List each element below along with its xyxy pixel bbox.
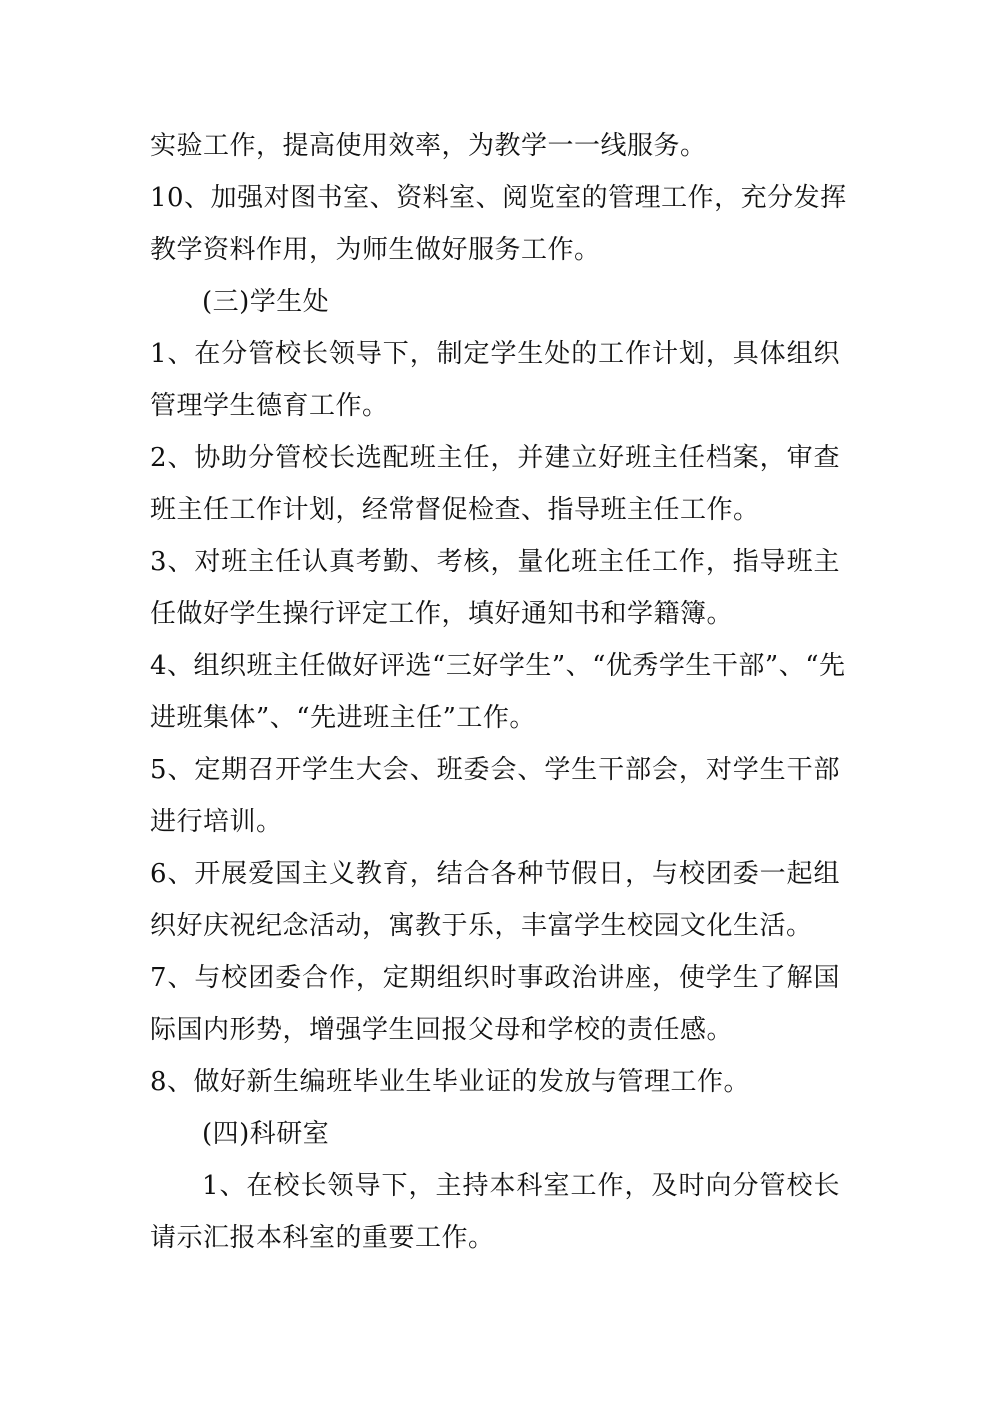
text-line: 管理学生德育工作。 — [150, 391, 389, 421]
text-line: 7、与校团委合作，定期组织时事政治讲座，使学生了解国 — [150, 963, 840, 993]
text-line: 5、定期召开学生大会、班委会、学生干部会，对学生干部 — [150, 755, 840, 785]
text-line: 6、开展爱国主义教育，结合各种节假日，与校团委一起组 — [150, 859, 840, 889]
text-line: 3、对班主任认真考勤、考核，量化班主任工作，指导班主 — [150, 547, 840, 577]
text-line: 8、做好新生编班毕业生毕业证的发放与管理工作。 — [150, 1067, 751, 1097]
text-line: 1、在校长领导下，主持本科室工作，及时向分管校长 — [202, 1171, 840, 1201]
text-line: 实验工作，提高使用效率，为教学一一线服务。 — [150, 131, 707, 161]
text-line: 请示汇报本科室的重要工作。 — [150, 1223, 495, 1253]
text-line: 际国内形势，增强学生回报父母和学校的责任感。 — [150, 1015, 734, 1045]
text-line: 1、在分管校长领导下，制定学生处的工作计划，具体组织 — [150, 339, 840, 369]
text-line: 教学资料作用，为师生做好服务工作。 — [150, 235, 601, 265]
section-heading: (四)科研室 — [202, 1119, 330, 1149]
text-line: 织好庆祝纪念活动，寓教于乐，丰富学生校园文化生活。 — [150, 911, 813, 941]
text-line: 进行培训。 — [150, 807, 283, 837]
text-line: 4、组织班主任做好评选“三好学生”、“优秀学生干部”、“先 — [150, 651, 846, 681]
text-line: 2、协助分管校长选配班主任，并建立好班主任档案，审查 — [150, 443, 840, 473]
text-line: 任做好学生操行评定工作，填好通知书和学籍簿。 — [150, 599, 734, 629]
text-line: 进班集体”、“先进班主任”工作。 — [150, 703, 536, 733]
text-line: 班主任工作计划，经常督促检查、指导班主任工作。 — [150, 495, 760, 525]
section-heading: (三)学生处 — [202, 287, 330, 317]
text-line: 10、加强对图书室、资料室、阅览室的管理工作，充分发挥 — [150, 183, 847, 213]
